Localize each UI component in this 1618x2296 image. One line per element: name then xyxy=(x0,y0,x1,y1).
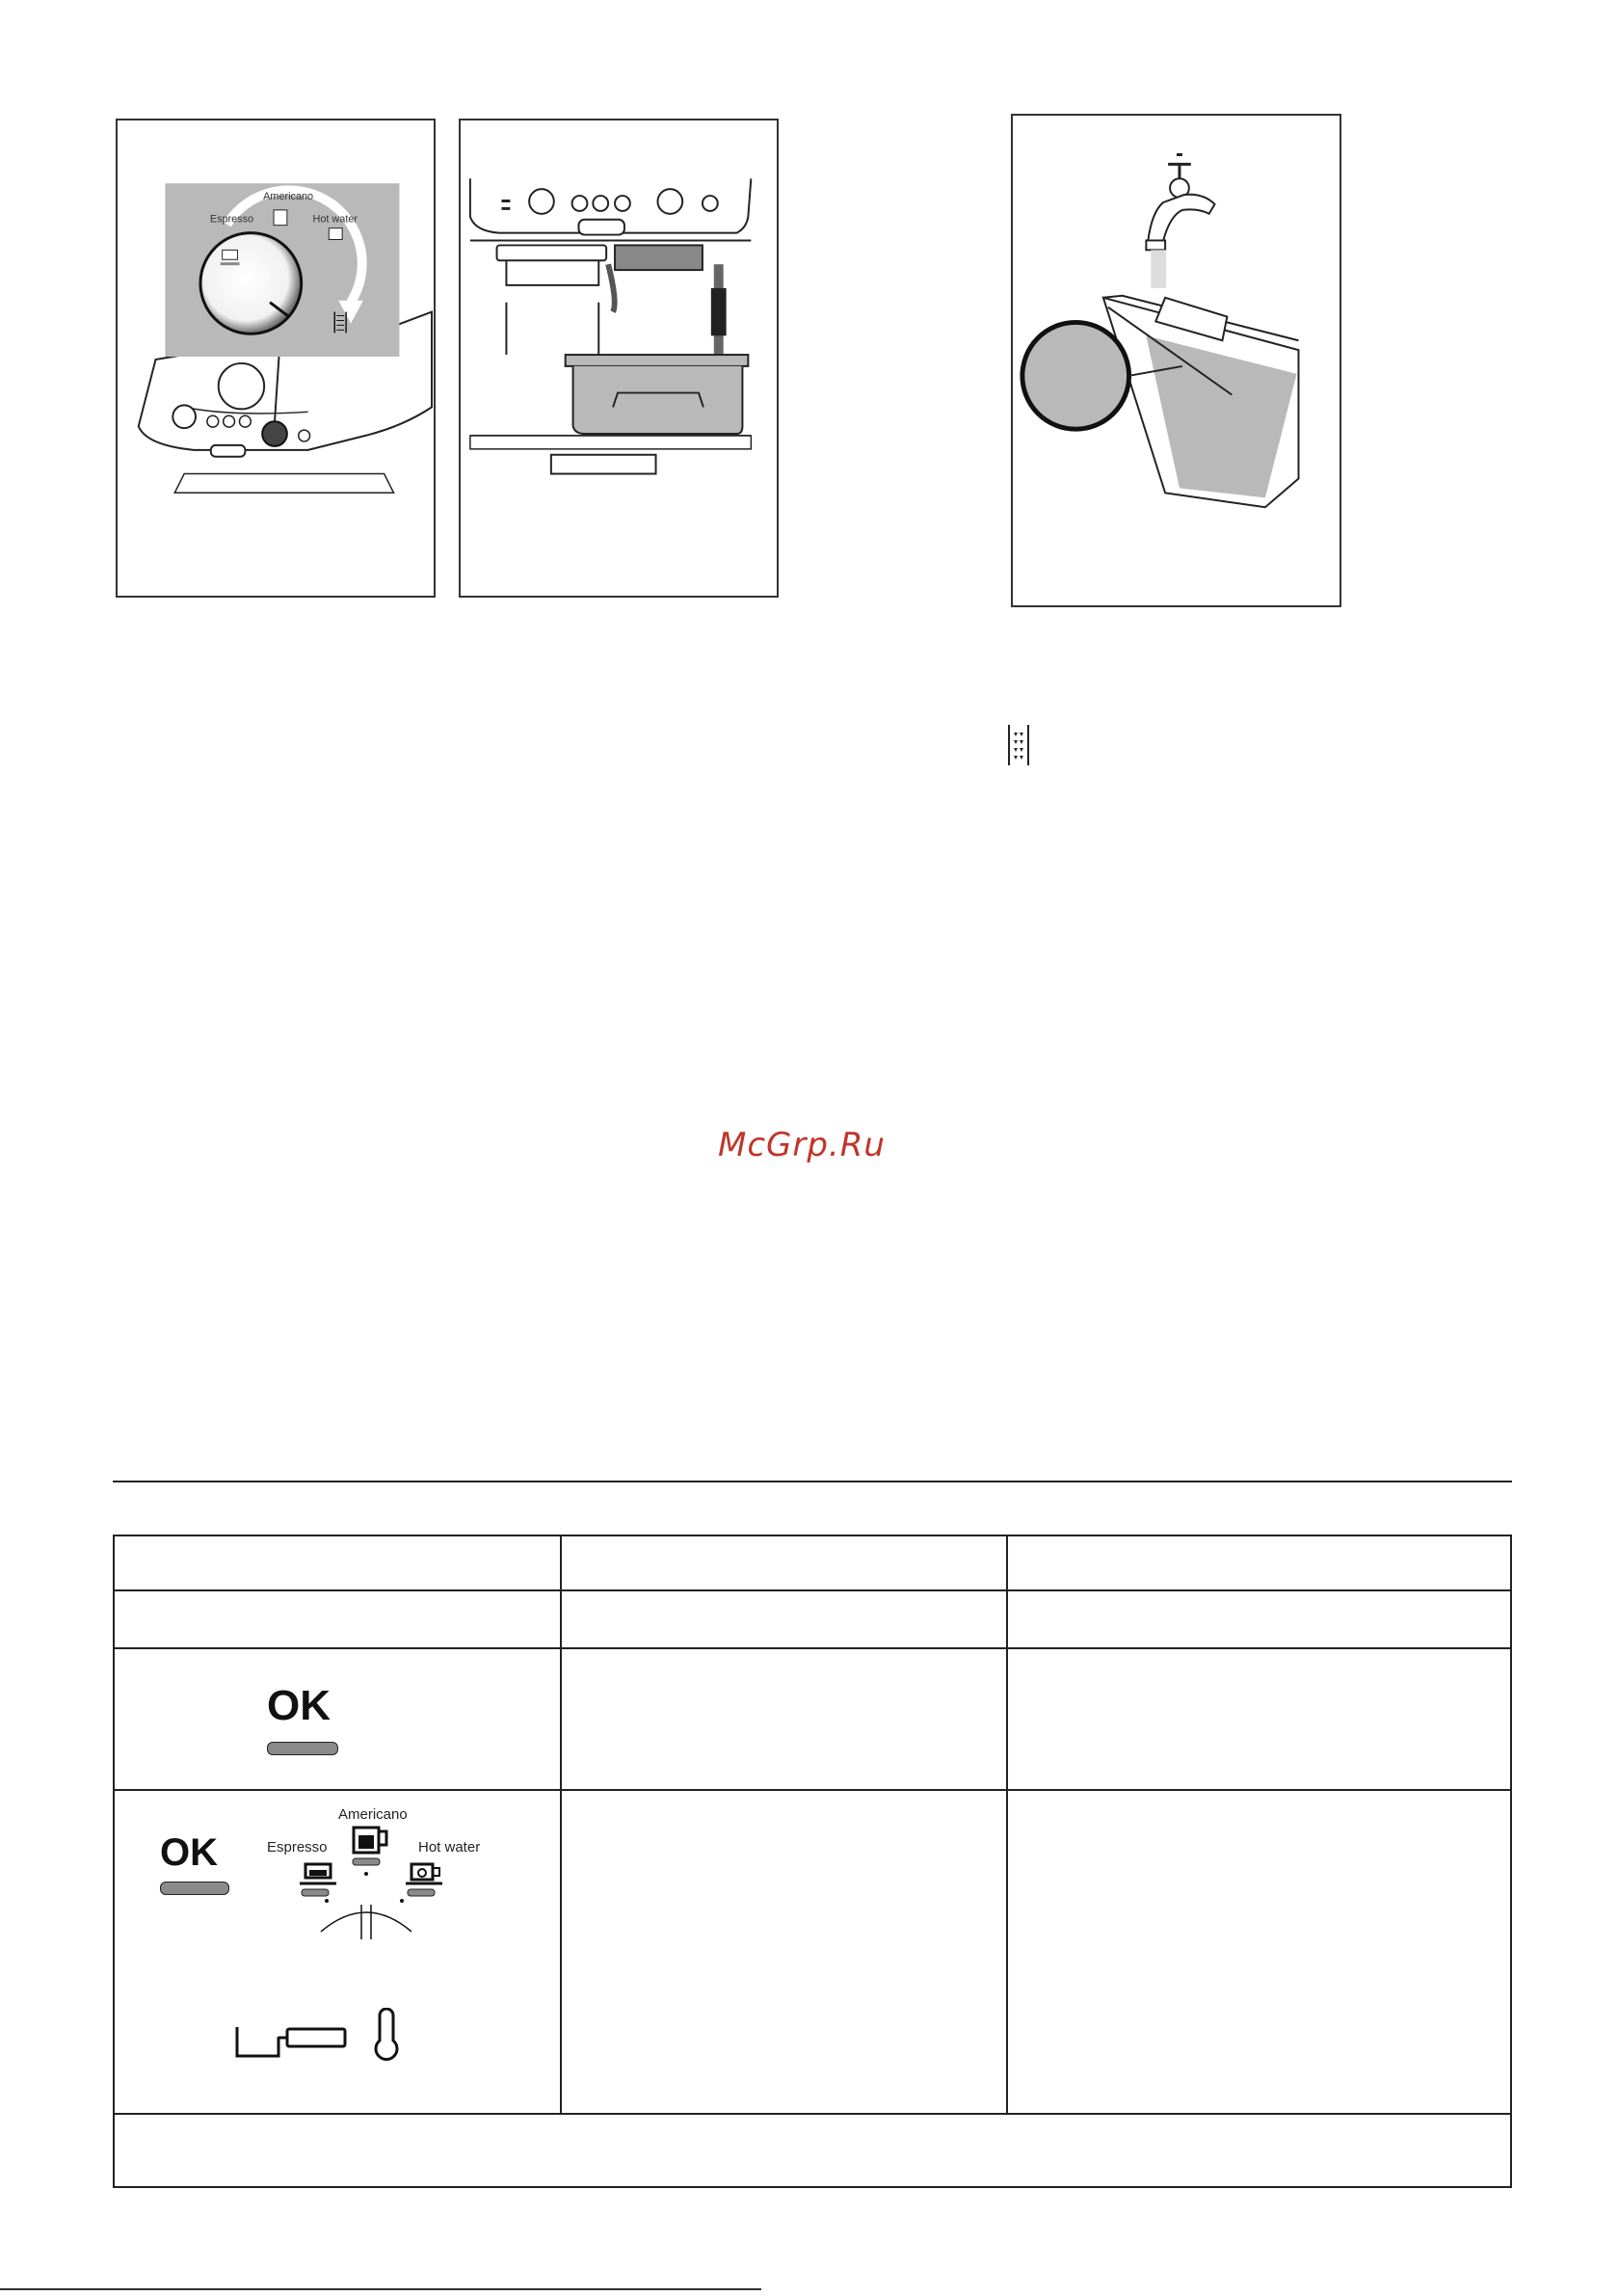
label-espresso: Espresso xyxy=(267,1839,328,1855)
ok-indicator-light xyxy=(160,1882,229,1895)
espresso-cup-icon xyxy=(300,1864,336,1903)
table-row-cell xyxy=(562,1649,1008,1791)
ok-label: OK xyxy=(160,1831,218,1874)
table-row-cell xyxy=(562,1791,1008,2115)
water-tap-icon xyxy=(1146,155,1214,251)
table-row-ok-indicator xyxy=(115,1649,562,1791)
table-row-cell xyxy=(115,1591,562,1649)
table-row-cell xyxy=(1008,1791,1510,2115)
section-divider xyxy=(113,1481,1512,1482)
table-row-cell xyxy=(562,1591,1008,1649)
table-row-cell xyxy=(1008,1591,1510,1649)
table-header-cell-3 xyxy=(1008,1536,1510,1591)
knob-illustration xyxy=(118,120,434,596)
steam-status-icons xyxy=(235,2008,409,2066)
knob-label-espresso: Espresso xyxy=(209,213,254,226)
figure-container-under-outlet xyxy=(459,119,779,598)
hot-water-cup-icon xyxy=(329,228,342,240)
tank-illustration xyxy=(1013,116,1339,605)
beverage-selector-icons xyxy=(259,1826,510,1941)
footer-rule xyxy=(0,2288,761,2290)
knob-label-hot-water: Hot water xyxy=(312,213,358,226)
figure-knob-rotation xyxy=(116,119,436,598)
table-row-panel-indicators xyxy=(115,1791,562,2115)
table-row-cell xyxy=(1008,1649,1510,1791)
ok-label: OK xyxy=(267,1682,331,1729)
label-hot-water: Hot water xyxy=(418,1839,481,1855)
container-illustration xyxy=(461,120,777,596)
hot-water-cup-icon xyxy=(400,1864,442,1903)
label-americano: Americano xyxy=(338,1806,408,1823)
table-header-cell-2 xyxy=(562,1536,1008,1591)
watermark: McGrp.Ru xyxy=(718,1126,886,1164)
americano-mug-icon xyxy=(353,1828,386,1876)
thermometer-icon xyxy=(376,2009,397,2059)
table-header-cell-1 xyxy=(115,1536,562,1591)
espresso-cup-icon xyxy=(221,250,240,265)
ok-indicator-light xyxy=(267,1742,338,1755)
table-note-row xyxy=(115,2115,1510,2186)
indicator-table xyxy=(113,1535,1512,2188)
figure-water-tank-fill xyxy=(1011,114,1341,607)
steam-wand-icon xyxy=(237,2027,345,2056)
descale-icon xyxy=(1006,723,1031,767)
americano-mug-icon xyxy=(274,210,287,226)
knob-label-americano: Americano xyxy=(263,191,314,203)
